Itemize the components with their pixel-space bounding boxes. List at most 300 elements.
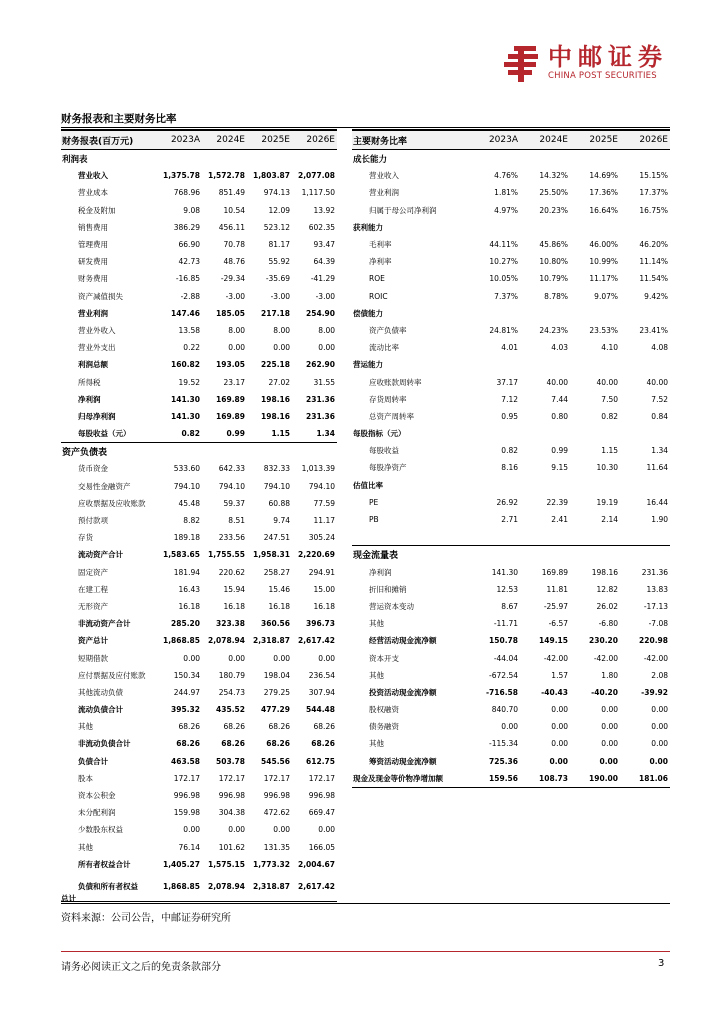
row-value: 768.96	[173, 188, 200, 198]
row-label: 资产负债率	[369, 325, 407, 335]
row-value: 642.33	[218, 464, 245, 474]
row-value: 1.81%	[494, 188, 518, 198]
row-label: 存货	[78, 533, 93, 543]
row-value: 10.54	[223, 205, 245, 215]
table-row	[61, 219, 337, 236]
row-value: 8.00	[318, 325, 335, 335]
row-label: 销售费用	[78, 222, 108, 232]
row-label: 少数股东权益	[78, 825, 123, 835]
row-value: -44.04	[493, 653, 518, 663]
row-value: 26.02	[596, 601, 618, 611]
row-value: 669.47	[308, 808, 335, 818]
row-value: 55.92	[268, 257, 290, 267]
row-value	[620, 425, 670, 442]
row-value: 840.70	[491, 705, 518, 715]
row-value: 0.22	[183, 343, 200, 353]
row-value	[570, 477, 620, 494]
table-row	[61, 167, 337, 184]
row-value: 16.43	[178, 584, 200, 594]
row-value: 0.00	[273, 343, 290, 353]
row-value: -42.00	[643, 653, 668, 663]
table-row	[61, 787, 337, 804]
table-row	[352, 564, 670, 581]
row-value: 17.37%	[639, 188, 668, 198]
row-value	[292, 150, 337, 168]
row-value: 1,803.87	[252, 171, 290, 181]
table-row	[352, 202, 670, 219]
row-value: 193.05	[216, 360, 245, 370]
row-value: 2.08	[651, 670, 668, 680]
row-value	[520, 528, 570, 546]
row-label: 其他流动负债	[78, 687, 123, 697]
row-label: 短期借款	[78, 653, 108, 663]
row-value: -7.08	[648, 619, 668, 629]
row-value: 1,583.65	[162, 550, 200, 560]
table-row	[352, 373, 670, 390]
financial-ratios-table	[352, 129, 670, 788]
row-value: 25.50%	[539, 188, 568, 198]
row-value: 456.11	[218, 222, 245, 232]
row-value: 244.97	[173, 687, 200, 697]
row-value: 0.00	[228, 825, 245, 835]
row-value: 231.36	[306, 411, 335, 421]
row-value: 974.13	[263, 188, 290, 198]
row-value: -6.57	[548, 619, 568, 629]
table-row	[61, 270, 337, 287]
year-header: 2023A	[157, 130, 202, 150]
table-row	[61, 684, 337, 701]
row-value: 45.48	[178, 498, 200, 508]
row-value: 2,318.87	[252, 636, 290, 646]
row-value: -29.34	[220, 274, 245, 284]
row-label: 经营活动现金流净额	[369, 636, 437, 646]
table-header-label: 主要财务比率	[352, 130, 470, 150]
row-label: 每股净资产	[369, 463, 407, 473]
table-row	[352, 459, 670, 476]
row-value: 12.82	[596, 584, 618, 594]
row-value: -17.13	[643, 601, 668, 611]
row-value: 16.18	[223, 601, 245, 611]
table-row	[61, 202, 337, 219]
row-value: 2.41	[551, 515, 568, 525]
table-header-label: 财务报表(百万元)	[61, 130, 157, 150]
row-value	[292, 443, 337, 461]
table-row	[352, 528, 670, 546]
year-header: 2025E	[570, 130, 620, 150]
row-value: -42.00	[593, 653, 618, 663]
table-row	[61, 408, 337, 425]
row-value: 159.98	[173, 808, 200, 818]
row-value: 1,868.85	[157, 873, 202, 902]
table-section-row	[352, 219, 670, 236]
row-value: 477.29	[261, 705, 290, 715]
page-number: 3	[658, 958, 665, 969]
table-row	[61, 236, 337, 253]
table-section-row	[352, 546, 670, 564]
table-row	[61, 839, 337, 856]
table-section-row	[352, 150, 670, 168]
table-row	[61, 373, 337, 390]
row-value: 16.18	[268, 601, 290, 611]
row-value	[470, 425, 520, 442]
table-row	[352, 442, 670, 459]
table-section-row	[61, 443, 337, 461]
row-value: 11.17	[313, 516, 335, 526]
row-value: 832.33	[263, 464, 290, 474]
row-value: 217.18	[261, 308, 290, 318]
row-value: 4.01	[501, 343, 518, 353]
row-value: 545.56	[261, 756, 290, 766]
row-value: -39.92	[641, 687, 668, 697]
row-value: -25.97	[543, 601, 568, 611]
table-row	[61, 701, 337, 718]
row-value: 0.99	[551, 446, 568, 456]
row-value: 16.64%	[589, 205, 618, 215]
table-row	[61, 529, 337, 546]
row-value	[470, 528, 520, 546]
row-label: 预付款项	[78, 516, 108, 526]
row-value: 0.00	[551, 739, 568, 749]
row-value: 68.26	[223, 722, 245, 732]
row-value	[157, 150, 202, 168]
row-value: 0.95	[501, 411, 518, 421]
row-value	[470, 305, 520, 322]
table-section-row	[352, 305, 670, 322]
row-label: 应付票据及应付账款	[78, 670, 146, 680]
row-value: 23.53%	[589, 325, 618, 335]
row-value: 0.00	[651, 705, 668, 715]
row-label: 无形资产	[78, 601, 108, 611]
row-value: 169.89	[216, 394, 245, 404]
row-value: 7.44	[551, 394, 568, 404]
row-value: 8.16	[501, 463, 518, 473]
row-value: 725.36	[489, 756, 518, 766]
row-value: 93.47	[313, 240, 335, 250]
table-row	[61, 856, 337, 873]
row-value: -40.43	[541, 687, 568, 697]
table-row	[352, 288, 670, 305]
row-value: 996.98	[173, 791, 200, 801]
row-value: 612.75	[306, 756, 335, 766]
row-label: 营业利润	[369, 188, 399, 198]
row-value: 294.91	[308, 567, 335, 577]
table-row	[61, 598, 337, 615]
row-label: 股本	[78, 773, 93, 783]
row-label: 非流动资产合计	[78, 619, 131, 629]
row-value	[520, 546, 570, 564]
row-value	[620, 528, 670, 546]
table-row	[61, 512, 337, 529]
table-row	[61, 873, 337, 902]
row-value: 9.07%	[594, 291, 618, 301]
row-value: 180.79	[218, 670, 245, 680]
row-value: 323.38	[216, 619, 245, 629]
row-value: 2,617.42	[297, 636, 335, 646]
table-header-row	[352, 130, 670, 150]
row-value: 1,572.78	[207, 171, 245, 181]
row-value: 2,077.08	[297, 171, 335, 181]
row-value: 16.44	[646, 497, 668, 507]
row-value: 11.17%	[589, 274, 618, 284]
row-value: 11.81	[546, 584, 568, 594]
row-value: 23.17	[223, 377, 245, 387]
row-value: 68.26	[178, 722, 200, 732]
row-value	[620, 546, 670, 564]
row-value: 0.00	[651, 722, 668, 732]
row-value: 108.73	[520, 770, 570, 788]
table-row	[61, 615, 337, 632]
table-row	[61, 667, 337, 684]
row-value: 1,013.39	[301, 464, 335, 474]
row-value: -3.00	[270, 291, 290, 301]
row-value: 166.05	[308, 842, 335, 852]
row-value: 0.00	[228, 343, 245, 353]
row-value: 360.56	[261, 619, 290, 629]
row-value: 2,078.94	[202, 873, 247, 902]
logo-chinese-name: 中邮证券	[548, 43, 668, 71]
row-label: 债务融资	[369, 722, 399, 732]
row-value: 1,755.55	[207, 550, 245, 560]
row-value: 220.98	[639, 636, 668, 646]
row-value: 285.20	[171, 619, 200, 629]
table-row	[352, 511, 670, 528]
row-value: 7.52	[651, 394, 668, 404]
row-value: 0.82	[181, 429, 200, 439]
row-value: 15.94	[223, 584, 245, 594]
row-value: 15.46	[268, 584, 290, 594]
row-value: 395.32	[171, 705, 200, 715]
table-row	[352, 735, 670, 752]
row-value: 20.23%	[539, 205, 568, 215]
row-value: 40.00	[596, 377, 618, 387]
row-value: 141.30	[171, 411, 200, 421]
row-value: 66.90	[178, 240, 200, 250]
section-divider	[61, 127, 670, 128]
row-value: 68.26	[221, 739, 245, 749]
row-value: 503.78	[216, 756, 245, 766]
row-value: 435.52	[216, 705, 245, 715]
table-row	[352, 408, 670, 425]
row-value: 60.88	[268, 498, 290, 508]
row-value: -2.88	[180, 291, 200, 301]
table-section-row	[352, 425, 670, 442]
row-label: 现金流量表	[352, 546, 470, 564]
row-value	[157, 443, 202, 461]
row-value: 247.51	[263, 533, 290, 543]
row-value: 4.97%	[494, 205, 518, 215]
table-row	[352, 270, 670, 287]
row-label: 税金及附加	[78, 205, 116, 215]
row-value: 189.18	[173, 533, 200, 543]
row-value: 198.04	[263, 670, 290, 680]
table-header-row	[61, 130, 337, 150]
row-value: 181.06	[620, 770, 670, 788]
row-value: 45.86%	[539, 240, 568, 250]
row-value: 1,117.50	[301, 188, 335, 198]
row-value	[202, 150, 247, 168]
row-value: 2,220.69	[297, 550, 335, 560]
row-value: 48.76	[223, 257, 245, 267]
row-value: 8.00	[273, 325, 290, 335]
row-label: 未分配利润	[78, 808, 116, 818]
year-header: 2023A	[470, 130, 520, 150]
row-value: 0.00	[549, 756, 568, 766]
table-row	[61, 478, 337, 495]
row-value: 141.30	[491, 567, 518, 577]
row-value: 12.53	[496, 584, 518, 594]
row-label: 利润总额	[78, 360, 108, 370]
row-label: 资本公积金	[78, 791, 116, 801]
table-row	[352, 391, 670, 408]
row-value: 68.26	[268, 722, 290, 732]
row-value: 2.14	[601, 515, 618, 525]
row-label: 营业外收入	[78, 325, 116, 335]
row-label: 流动资产合计	[78, 550, 123, 560]
row-label: 负债合计	[78, 756, 108, 766]
table-row	[352, 253, 670, 270]
row-value: 996.98	[263, 791, 290, 801]
row-value: 1.90	[651, 515, 668, 525]
row-value: 463.58	[171, 756, 200, 766]
row-value: 16.18	[313, 601, 335, 611]
row-value: 0.00	[551, 705, 568, 715]
row-value: 13.58	[178, 325, 200, 335]
row-value: 0.00	[601, 722, 618, 732]
year-header: 2024E	[202, 130, 247, 150]
table-row	[352, 718, 670, 735]
row-value	[620, 150, 670, 168]
row-value: 1.34	[316, 429, 335, 439]
table-row	[61, 804, 337, 821]
row-value: 4.03	[551, 343, 568, 353]
row-label: 利润表	[62, 154, 88, 165]
row-value: 1.80	[601, 670, 618, 680]
table-row	[61, 564, 337, 581]
row-value: 37.17	[496, 377, 518, 387]
row-value: 2,617.42	[292, 873, 337, 902]
row-label: 负债和所有者权益	[61, 873, 157, 902]
row-value: 2,004.67	[297, 859, 335, 869]
row-value: 198.16	[261, 411, 290, 421]
row-value: 225.18	[261, 360, 290, 370]
row-value: 81.17	[268, 240, 290, 250]
table-row	[61, 581, 337, 598]
row-label: 股权融资	[369, 705, 399, 715]
row-label: 应收账款周转率	[369, 377, 422, 387]
table-row	[352, 236, 670, 253]
financial-statements-table	[61, 129, 337, 902]
row-label: 资产减值损失	[78, 291, 123, 301]
row-label: 固定资产	[78, 567, 108, 577]
row-value: 23.41%	[639, 325, 668, 335]
row-value: 8.00	[228, 325, 245, 335]
row-value: 17.36%	[589, 188, 618, 198]
row-label: 在建工程	[78, 584, 108, 594]
row-value: 31.55	[313, 377, 335, 387]
row-value	[570, 356, 620, 373]
row-value: 0.00	[273, 653, 290, 663]
table-row	[352, 753, 670, 770]
table-row	[352, 167, 670, 184]
row-value: 13.92	[313, 205, 335, 215]
row-value: 15.15%	[639, 171, 668, 181]
table-row	[61, 460, 337, 477]
row-value: 141.30	[171, 394, 200, 404]
row-label: 其他	[78, 842, 93, 852]
row-value: 68.26	[313, 722, 335, 732]
table-row	[352, 494, 670, 511]
row-label: 营运能力	[353, 360, 383, 370]
row-value: 0.00	[228, 653, 245, 663]
row-label: PE	[369, 497, 379, 507]
row-label: 归属于母公司净利润	[369, 205, 437, 215]
row-value: 0.00	[273, 825, 290, 835]
row-value: -716.58	[485, 687, 518, 697]
row-label: 资产总计	[78, 636, 108, 646]
row-label: ROE	[369, 274, 385, 284]
row-value: 233.56	[218, 533, 245, 543]
table-section-row	[61, 150, 337, 168]
row-value: 10.05%	[489, 274, 518, 284]
year-header: 2026E	[620, 130, 670, 150]
row-value: -16.85	[175, 274, 200, 284]
row-value: 198.16	[261, 394, 290, 404]
row-label: 偿债能力	[353, 308, 383, 318]
table-row	[61, 770, 337, 787]
row-value	[470, 477, 520, 494]
table-row	[352, 632, 670, 649]
row-value: 8.82	[183, 516, 200, 526]
table-row	[61, 495, 337, 512]
table-section-row	[352, 477, 670, 494]
row-value: 4.10	[601, 343, 618, 353]
row-value: 1,773.32	[252, 859, 290, 869]
row-value: 230.20	[589, 636, 618, 646]
label-wrap-note: 总计	[61, 894, 76, 903]
table-row	[61, 391, 337, 408]
footer-divider	[61, 951, 670, 952]
row-value: 0.00	[651, 739, 668, 749]
row-label: 非流动负债合计	[78, 739, 131, 749]
row-label: 资本开支	[369, 653, 399, 663]
table-row	[61, 322, 337, 339]
row-value: 0.00	[601, 705, 618, 715]
row-value	[620, 356, 670, 373]
data-source-note: 资料来源：公司公告，中邮证券研究所	[61, 913, 231, 924]
china-post-logo-icon	[502, 44, 542, 84]
row-value: 602.35	[308, 222, 335, 232]
row-value: 0.00	[649, 756, 668, 766]
row-value: 0.00	[599, 756, 618, 766]
row-label: 营业利润	[78, 308, 108, 318]
row-value: 7.50	[601, 394, 618, 404]
row-value	[570, 219, 620, 236]
row-label: 投资活动现金流净额	[369, 687, 437, 697]
row-value: 533.60	[173, 464, 200, 474]
row-value: 169.89	[541, 567, 568, 577]
row-value: 14.32%	[539, 171, 568, 181]
table-row	[61, 821, 337, 838]
row-value	[202, 443, 247, 461]
row-value: 10.27%	[489, 257, 518, 267]
table-row	[352, 322, 670, 339]
row-label: 营运资本变动	[369, 601, 414, 611]
table-row	[61, 649, 337, 666]
row-value: 1,405.27	[162, 859, 200, 869]
row-value	[470, 150, 520, 168]
row-value: 996.98	[218, 791, 245, 801]
row-label: 应收票据及应收账款	[78, 498, 146, 508]
